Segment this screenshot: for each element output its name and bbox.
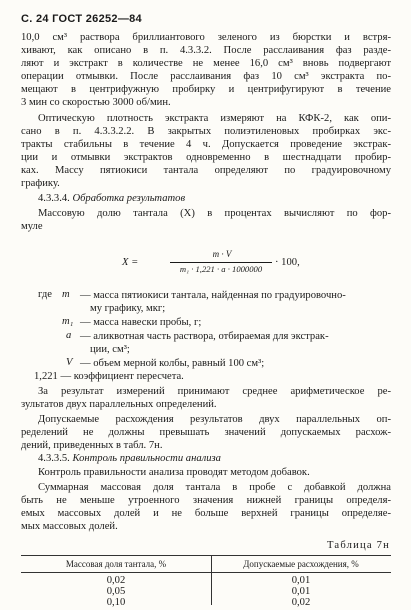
text-line: За результат измерений принимают среднее арифметическое ре-	[38, 386, 391, 397]
formula-denominator: m₁ · 1,221 · a · 1000000	[179, 264, 263, 274]
legend-text: — объем мерной колбы, равный 100 см³;	[80, 358, 265, 369]
table-header: Допускаемые расхождения, %	[243, 559, 359, 569]
text-line: сано в п. 4.3.3.2.2. В закрытых полиэтиленовых пробирках экс-	[21, 126, 391, 137]
text-line: емых массовых долей и не больше верхней границы определяе-	[21, 508, 391, 519]
text-line: хивают, как описано в п. 4.3.3.2. После расслаивания фаз разде-	[21, 45, 391, 56]
text-line: Суммарная массовая доля тантала в пробе с добавкой должна	[38, 482, 391, 493]
legend-prefix: где	[38, 289, 52, 300]
formula-lhs: X =	[122, 257, 139, 268]
text-line: ках. Массу пятиокиси тантала определяют по градуировочному	[21, 165, 391, 176]
table-header: Массовая доля тантала, %	[65, 559, 167, 569]
legend-text: — аликвотная часть раствора, отбираемая для экстрак-	[80, 331, 329, 342]
text-line: ляют и экстракт в количестве не менее 16,0 см³ вновь подвергают	[21, 58, 391, 69]
legend-text: — масса пятиокиси тантала, найденная по градуировочно-	[80, 290, 346, 301]
table-cell: 0,02	[291, 597, 311, 608]
text-line: быть не меньше утроенного значения нижней границы определя-	[21, 495, 391, 506]
text-line: 1,221 — коэффициент пересчета.	[34, 371, 184, 382]
legend-text: ции, см³;	[90, 344, 130, 355]
text-line: мых массовых долей.	[21, 521, 118, 532]
legend-text: — масса навески пробы, г;	[80, 317, 202, 328]
legend-symbol: V	[66, 357, 73, 368]
section-heading	[38, 452, 391, 465]
section-title: Обработка результатов	[72, 193, 186, 204]
text-line: мещают в центрифужную пробирку и центрифугируют в течение	[21, 84, 391, 95]
formula	[0, 248, 411, 278]
text-line: 10,0 см³ раствора бриллиантового зеленого из бюрстки и встря-	[21, 32, 391, 43]
fraction-bar	[170, 262, 272, 263]
legend-symbol: m	[62, 289, 70, 300]
legend-text: му графику, мкг;	[90, 303, 166, 314]
text-line: муле	[21, 221, 43, 232]
formula-numerator: m · V	[212, 249, 232, 259]
text-line: Массовую долю тантала (X) в процентах вычисляют по фор-	[38, 208, 391, 219]
section-heading	[38, 192, 391, 205]
table-cell: 0,02	[106, 575, 126, 586]
text-line: дений, приведенных в табл. 7н.	[21, 440, 163, 451]
table-cell: 0,01	[291, 575, 311, 586]
section-title: Контроль правильности анализа	[72, 453, 221, 464]
text-line: Оптическую плотность экстракта измеряют на КФК-2, как опи-	[38, 113, 391, 124]
text-line: зультатов двух параллельных определений.	[21, 399, 217, 410]
text-line: ции и отмывки экстрактов одновременно в шестнадцати пробир-	[21, 152, 391, 163]
section-number: 4.3.3.4.	[38, 193, 70, 204]
formula-rhs: · 100,	[275, 257, 300, 268]
text-line: 3 мин со скоростью 3000 об/мин.	[21, 97, 171, 108]
section-number: 4.3.3.5.	[38, 453, 70, 464]
table-rule	[21, 572, 391, 573]
text-line: Допускаемые расхождения результатов двух параллельных оп-	[38, 414, 391, 425]
table-cell: 0,01	[291, 586, 311, 597]
page-header: С. 24 ГОСТ 26252—84	[21, 13, 142, 25]
text-line: операции отмывки. После расслаивания фаз 10 см³ экстракта по-	[21, 71, 391, 82]
legend-symbol: a	[66, 330, 72, 341]
table-cell: 0,05	[106, 586, 126, 597]
text-line: Контроль правильности анализа проводят методом добавок.	[38, 467, 310, 478]
table-rule	[21, 555, 391, 556]
text-line: ределений не должны превышать значений допускаемых расхож-	[21, 427, 391, 438]
table-cell: 0,10	[106, 597, 126, 608]
table-title: Таблица 7н	[327, 540, 390, 551]
text-line: графику.	[21, 178, 60, 189]
legend-symbol: m₁	[62, 316, 74, 327]
text-line: тракты стабильны в течение 4 ч. Допускается проведение экстрак-	[21, 139, 391, 150]
